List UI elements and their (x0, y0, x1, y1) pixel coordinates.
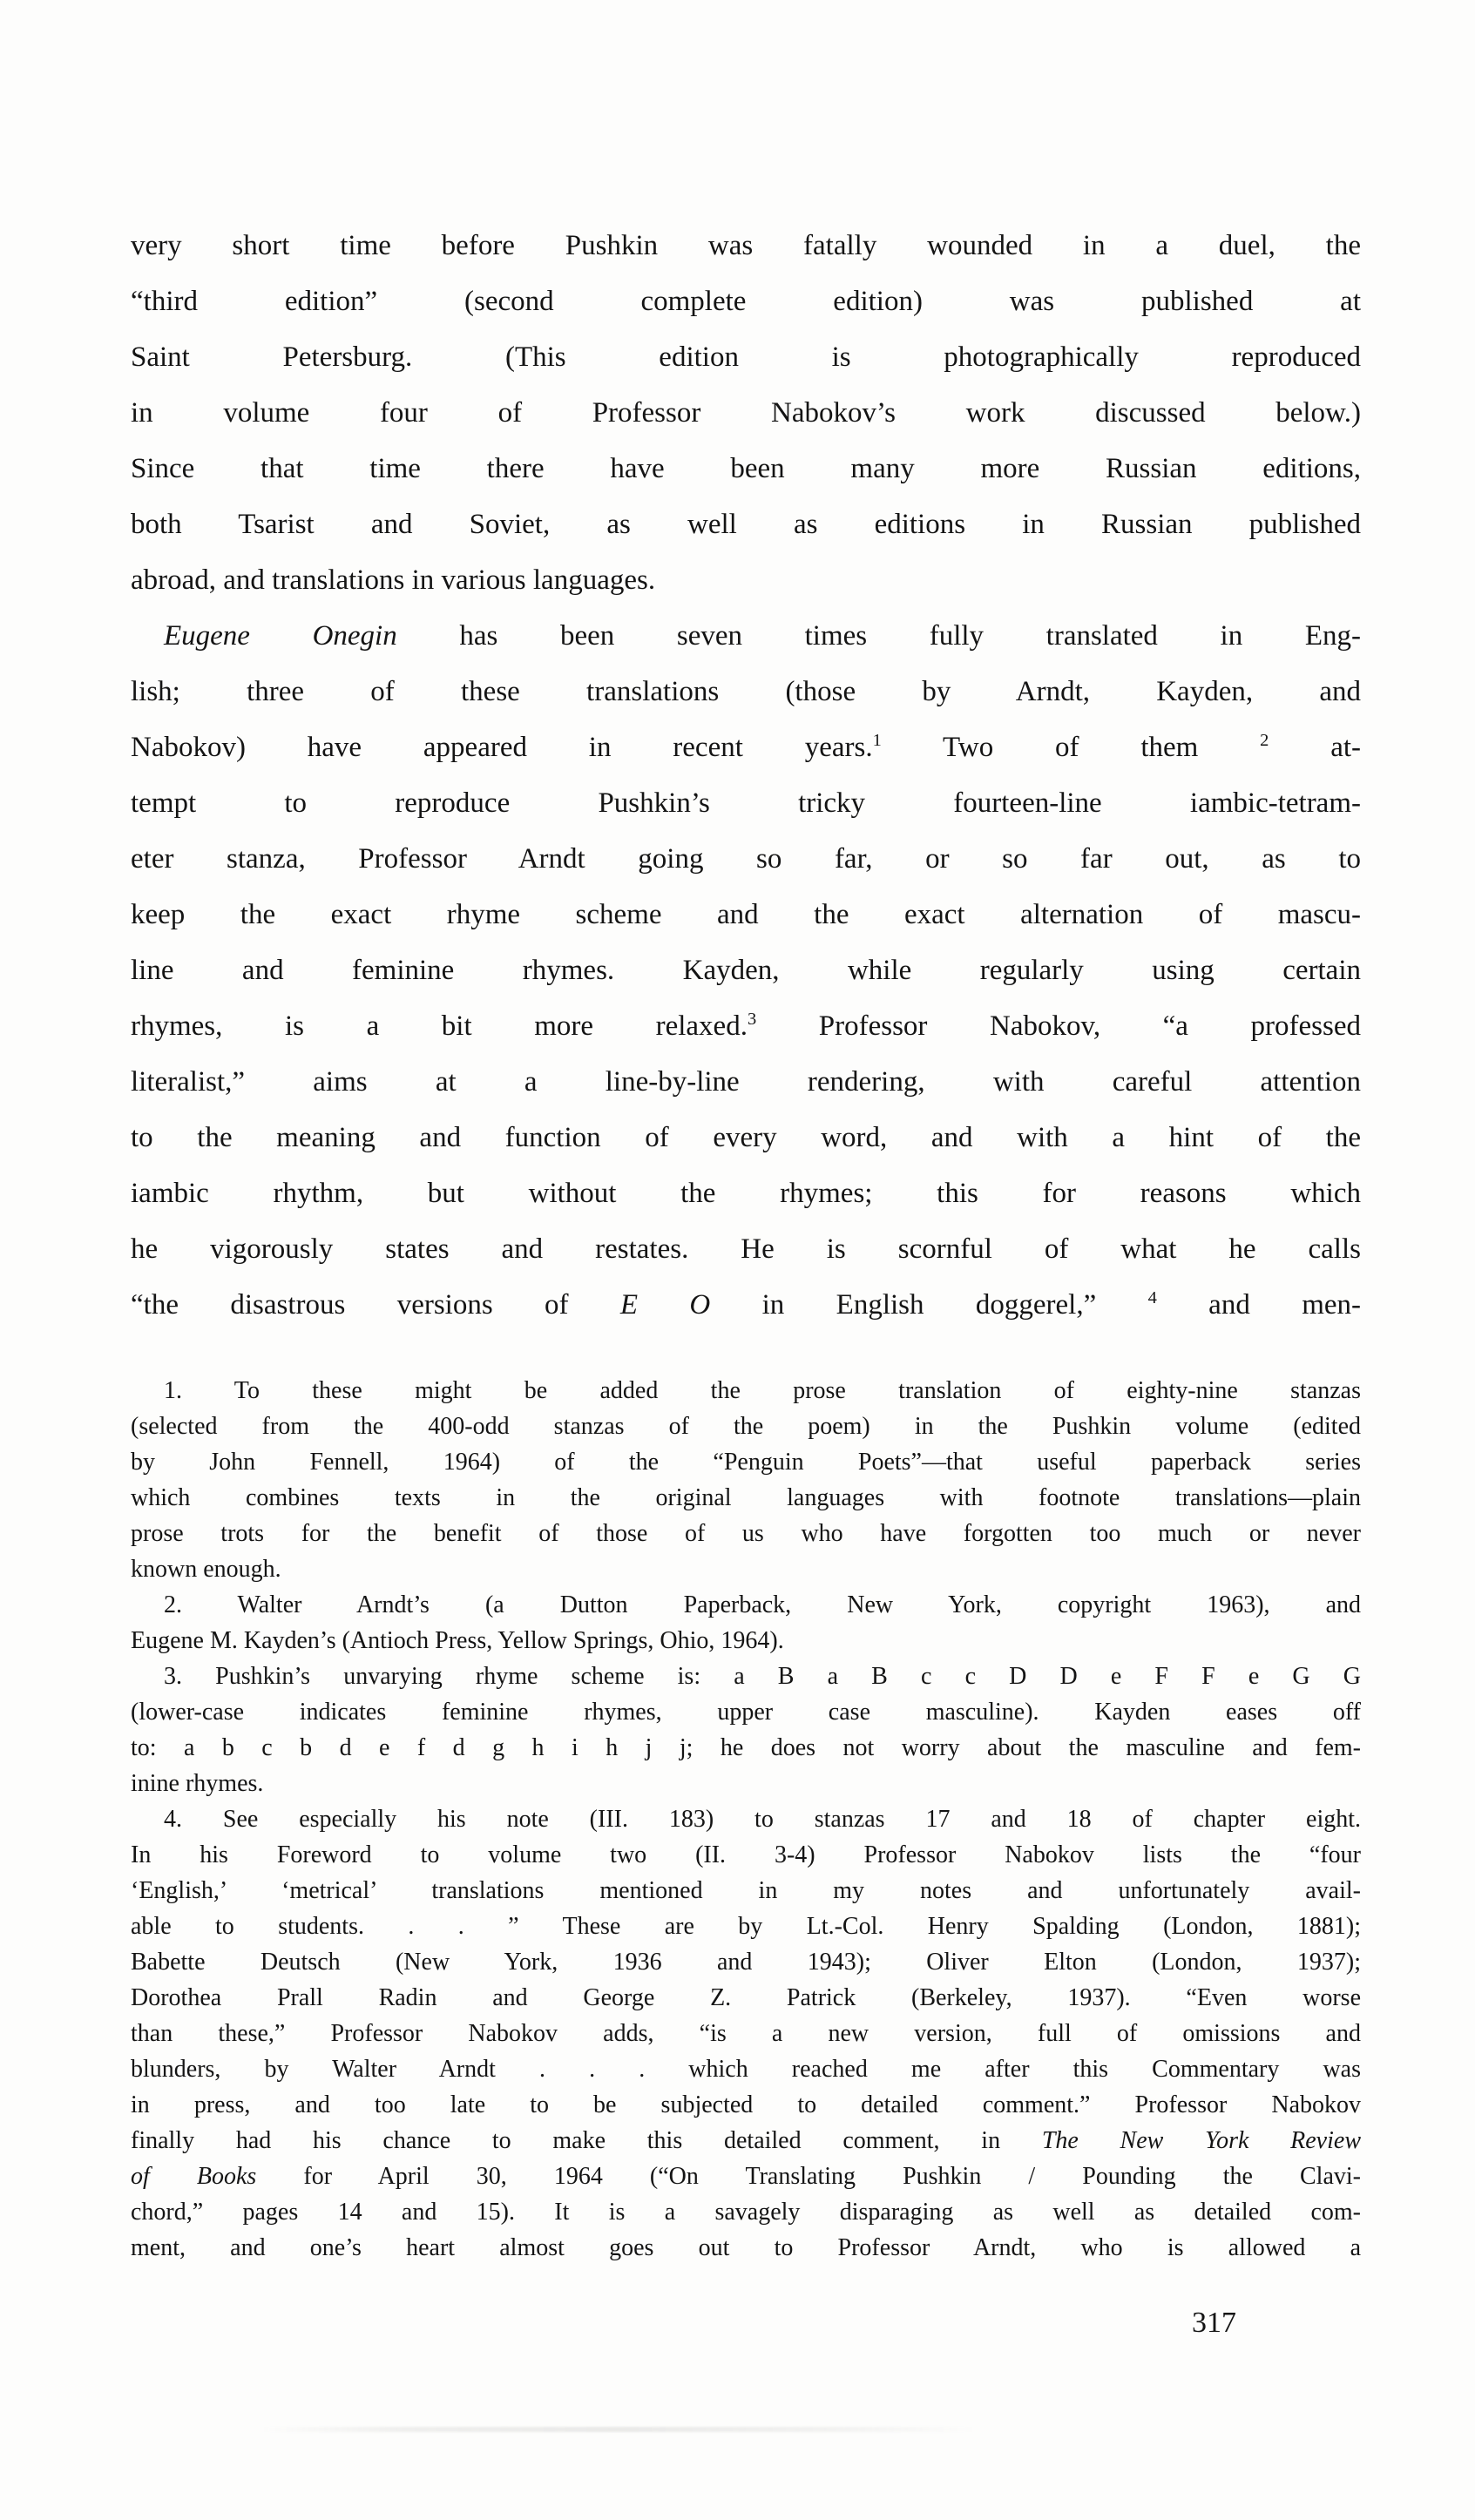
text-line (131, 1909, 1361, 1944)
footnote-marker: 1 (872, 731, 882, 750)
text-line (131, 1409, 1361, 1444)
text-segment: (lower-case indicates feminine rhymes, upper case masculine). Kayden eases off (131, 1699, 1361, 1726)
text-segment: tempt to reproduce Pushkin’s tricky fourteen-line iambic-tetram- (131, 787, 1361, 819)
text-segment: Dorothea Prall Radin and George Z. Patrick (Berkeley, 1937). “Even worse (131, 1984, 1361, 2011)
text-line (131, 2051, 1361, 2087)
text-line (131, 1444, 1361, 1480)
text-line (131, 274, 1361, 329)
text-segment: to: a b c b d e f d g h i h j j; he does not worry about the masculine and fem- (131, 1734, 1361, 1761)
text-segment: In his Foreword to volume two (II. 3-4) Professor Nabokov lists the “four (131, 1841, 1361, 1868)
text-segment: known enough. (131, 1556, 281, 1583)
text-segment: lish; three of these translations (those by Arndt, Kayden, and (131, 676, 1361, 707)
text-segment: (selected from the 400-odd stanzas of the poem) in the Pushkin volume (edited (131, 1413, 1361, 1440)
text-line (131, 1873, 1361, 1909)
text-segment: able to students. . . ” These are by Lt.-Col. Henry Spalding (London, 1881); (131, 1913, 1361, 1940)
text-segment: in English doggerel,” (710, 1289, 1148, 1321)
text-segment: very short time before Pushkin was fatally wounded in a duel, the (131, 230, 1361, 261)
text-line (131, 441, 1361, 497)
text-line (131, 1980, 1361, 2016)
text-line (131, 329, 1361, 385)
footnote-marker: 2 (1260, 731, 1269, 750)
text-segment: than these,” Professor Nabokov adds, “is a new version, full of omissions and (131, 2020, 1361, 2047)
text-segment: prose trots for the benefit of those of us who have forgotten too much or never (131, 1520, 1361, 1547)
text-segment: rhymes, is a bit more relaxed. (131, 1010, 748, 1042)
text-line (131, 1551, 1361, 1587)
text-segment: to the meaning and function of every word, and with a hint of the (131, 1122, 1361, 1153)
text-line (131, 1277, 1361, 1333)
text-segment: in volume four of Professor Nabokov’s work discussed below.) (131, 397, 1361, 429)
text-line (131, 1730, 1361, 1766)
text-line (131, 664, 1361, 720)
text-line (131, 385, 1361, 441)
text-segment: ment, and one’s heart almost goes out to Professor Arndt, who is allowed a (131, 2234, 1361, 2261)
footnote-1 (131, 1373, 1361, 1587)
text-line (131, 720, 1361, 775)
text-line (131, 552, 1361, 608)
text-segment: has been seven times fully translated in Eng- (396, 620, 1361, 652)
text-segment: 4. See especially his note (III. 183) to stanzas 17 and 18 of chapter eight. (164, 1806, 1361, 1833)
italic-text: Eugene Onegin (164, 620, 397, 652)
footnote-4 (131, 1801, 1361, 2266)
text-line (131, 1587, 1361, 1623)
text-line (131, 1659, 1361, 1694)
text-line (131, 2016, 1361, 2051)
text-segment: at- (1269, 732, 1361, 763)
text-line (131, 1165, 1361, 1221)
italic-text: of Books (131, 2163, 257, 2190)
text-line (131, 1837, 1361, 1873)
text-segment: 3. Pushkin’s unvarying rhyme scheme is: a B a B c c D D e F F e G G (164, 1663, 1361, 1690)
text-line (131, 887, 1361, 942)
text-segment: Nabokov) have appeared in recent years. (131, 732, 873, 763)
text-segment: Eugene M. Kayden’s (Antioch Press, Yellow Springs, Ohio, 1964). (131, 1627, 784, 1654)
scan-artifact (261, 2427, 976, 2432)
text-segment: by John Fennell, 1964) of the “Penguin Poets”—that useful paperback series (131, 1449, 1361, 1476)
text-segment: line and feminine rhymes. Kayden, while regularly using certain (131, 955, 1361, 986)
footnote-3 (131, 1659, 1361, 1801)
text-segment: both Tsarist and Soviet, as well as editions in Russian published (131, 509, 1361, 540)
page-number: 317 (1192, 2307, 1236, 2339)
text-line (131, 1054, 1361, 1110)
text-segment: Babette Deutsch (New York, 1936 and 1943); Oliver Elton (London, 1937); (131, 1949, 1361, 1976)
text-line (131, 497, 1361, 552)
footnote-marker: 4 (1147, 1288, 1157, 1307)
text-segment: inine rhymes. (131, 1770, 264, 1797)
text-segment: iambic rhythm, but without the rhymes; this for reasons which (131, 1178, 1361, 1209)
text-segment: 2. Walter Arndt’s (a Dutton Paperback, New York, copyright 1963), and (164, 1591, 1361, 1618)
text-line (131, 998, 1361, 1054)
text-segment: and men- (1156, 1289, 1361, 1321)
text-line (131, 1480, 1361, 1516)
text-segment: “third edition” (second complete edition) was published at (131, 286, 1361, 317)
text-line (131, 1694, 1361, 1730)
paragraph-2 (131, 608, 1361, 1333)
footnote-2 (131, 1587, 1361, 1659)
text-line (131, 1944, 1361, 1980)
text-segment: in press, and too late to be subjected to detailed comment.” Professor Nabokov (131, 2091, 1361, 2118)
text-line (131, 1110, 1361, 1165)
text-line (131, 831, 1361, 887)
text-segment: for April 30, 1964 (“On Translating Pushkin / Pounding the Clavi- (256, 2163, 1361, 2190)
text-segment: keep the exact rhyme scheme and the exact alternation of mascu- (131, 899, 1361, 930)
text-segment: eter stanza, Professor Arndt going so far, or so far out, as to (131, 843, 1361, 875)
text-line (131, 1801, 1361, 1837)
text-segment: Since that time there have been many more Russian editions, (131, 453, 1361, 484)
text-line (131, 218, 1361, 274)
italic-text: E O (619, 1289, 711, 1321)
paragraph-1 (131, 218, 1361, 608)
italic-text: The New York Review (1041, 2127, 1361, 2154)
text-segment: finally had his chance to make this detailed comment, in (131, 2127, 1042, 2154)
text-line (131, 942, 1361, 998)
footnote-marker: 3 (747, 1010, 757, 1029)
text-segment: blunders, by Walter Arndt . . . which reached me after this Commentary was (131, 2056, 1361, 2083)
body-text (131, 218, 1361, 1333)
text-segment: ‘English,’ ‘metrical’ translations mentioned in my notes and unfortunately avail- (131, 1877, 1361, 1904)
text-line (131, 608, 1361, 664)
text-line (131, 775, 1361, 831)
text-segment: Two of them (881, 732, 1261, 763)
text-segment: abroad, and translations in various languages. (131, 564, 656, 596)
text-segment: Professor Nabokov, “a professed (756, 1010, 1361, 1042)
text-segment: Saint Petersburg. (This edition is photographically reproduced (131, 341, 1361, 373)
text-segment: literalist,” aims at a line-by-line rendering, with careful attention (131, 1066, 1361, 1098)
text-line (131, 1221, 1361, 1277)
text-segment: 1. To these might be added the prose translation of eighty-nine stanzas (164, 1377, 1361, 1404)
text-segment: which combines texts in the original languages with footnote translations—plain (131, 1484, 1361, 1511)
text-line (131, 2194, 1361, 2230)
text-line (131, 1766, 1361, 1801)
text-line (131, 1623, 1361, 1659)
text-line (131, 1373, 1361, 1409)
text-segment: “the disastrous versions of (131, 1289, 620, 1321)
text-line (131, 2159, 1361, 2194)
footnotes (131, 1373, 1361, 2266)
text-line (131, 2087, 1361, 2123)
text-line (131, 2230, 1361, 2266)
text-line (131, 2123, 1361, 2159)
text-block (131, 218, 1361, 2266)
text-segment: he vigorously states and restates. He is scornful of what he calls (131, 1233, 1361, 1265)
text-line (131, 1516, 1361, 1551)
text-segment: chord,” pages 14 and 15). It is a savagely disparaging as well as detailed com- (131, 2199, 1361, 2226)
